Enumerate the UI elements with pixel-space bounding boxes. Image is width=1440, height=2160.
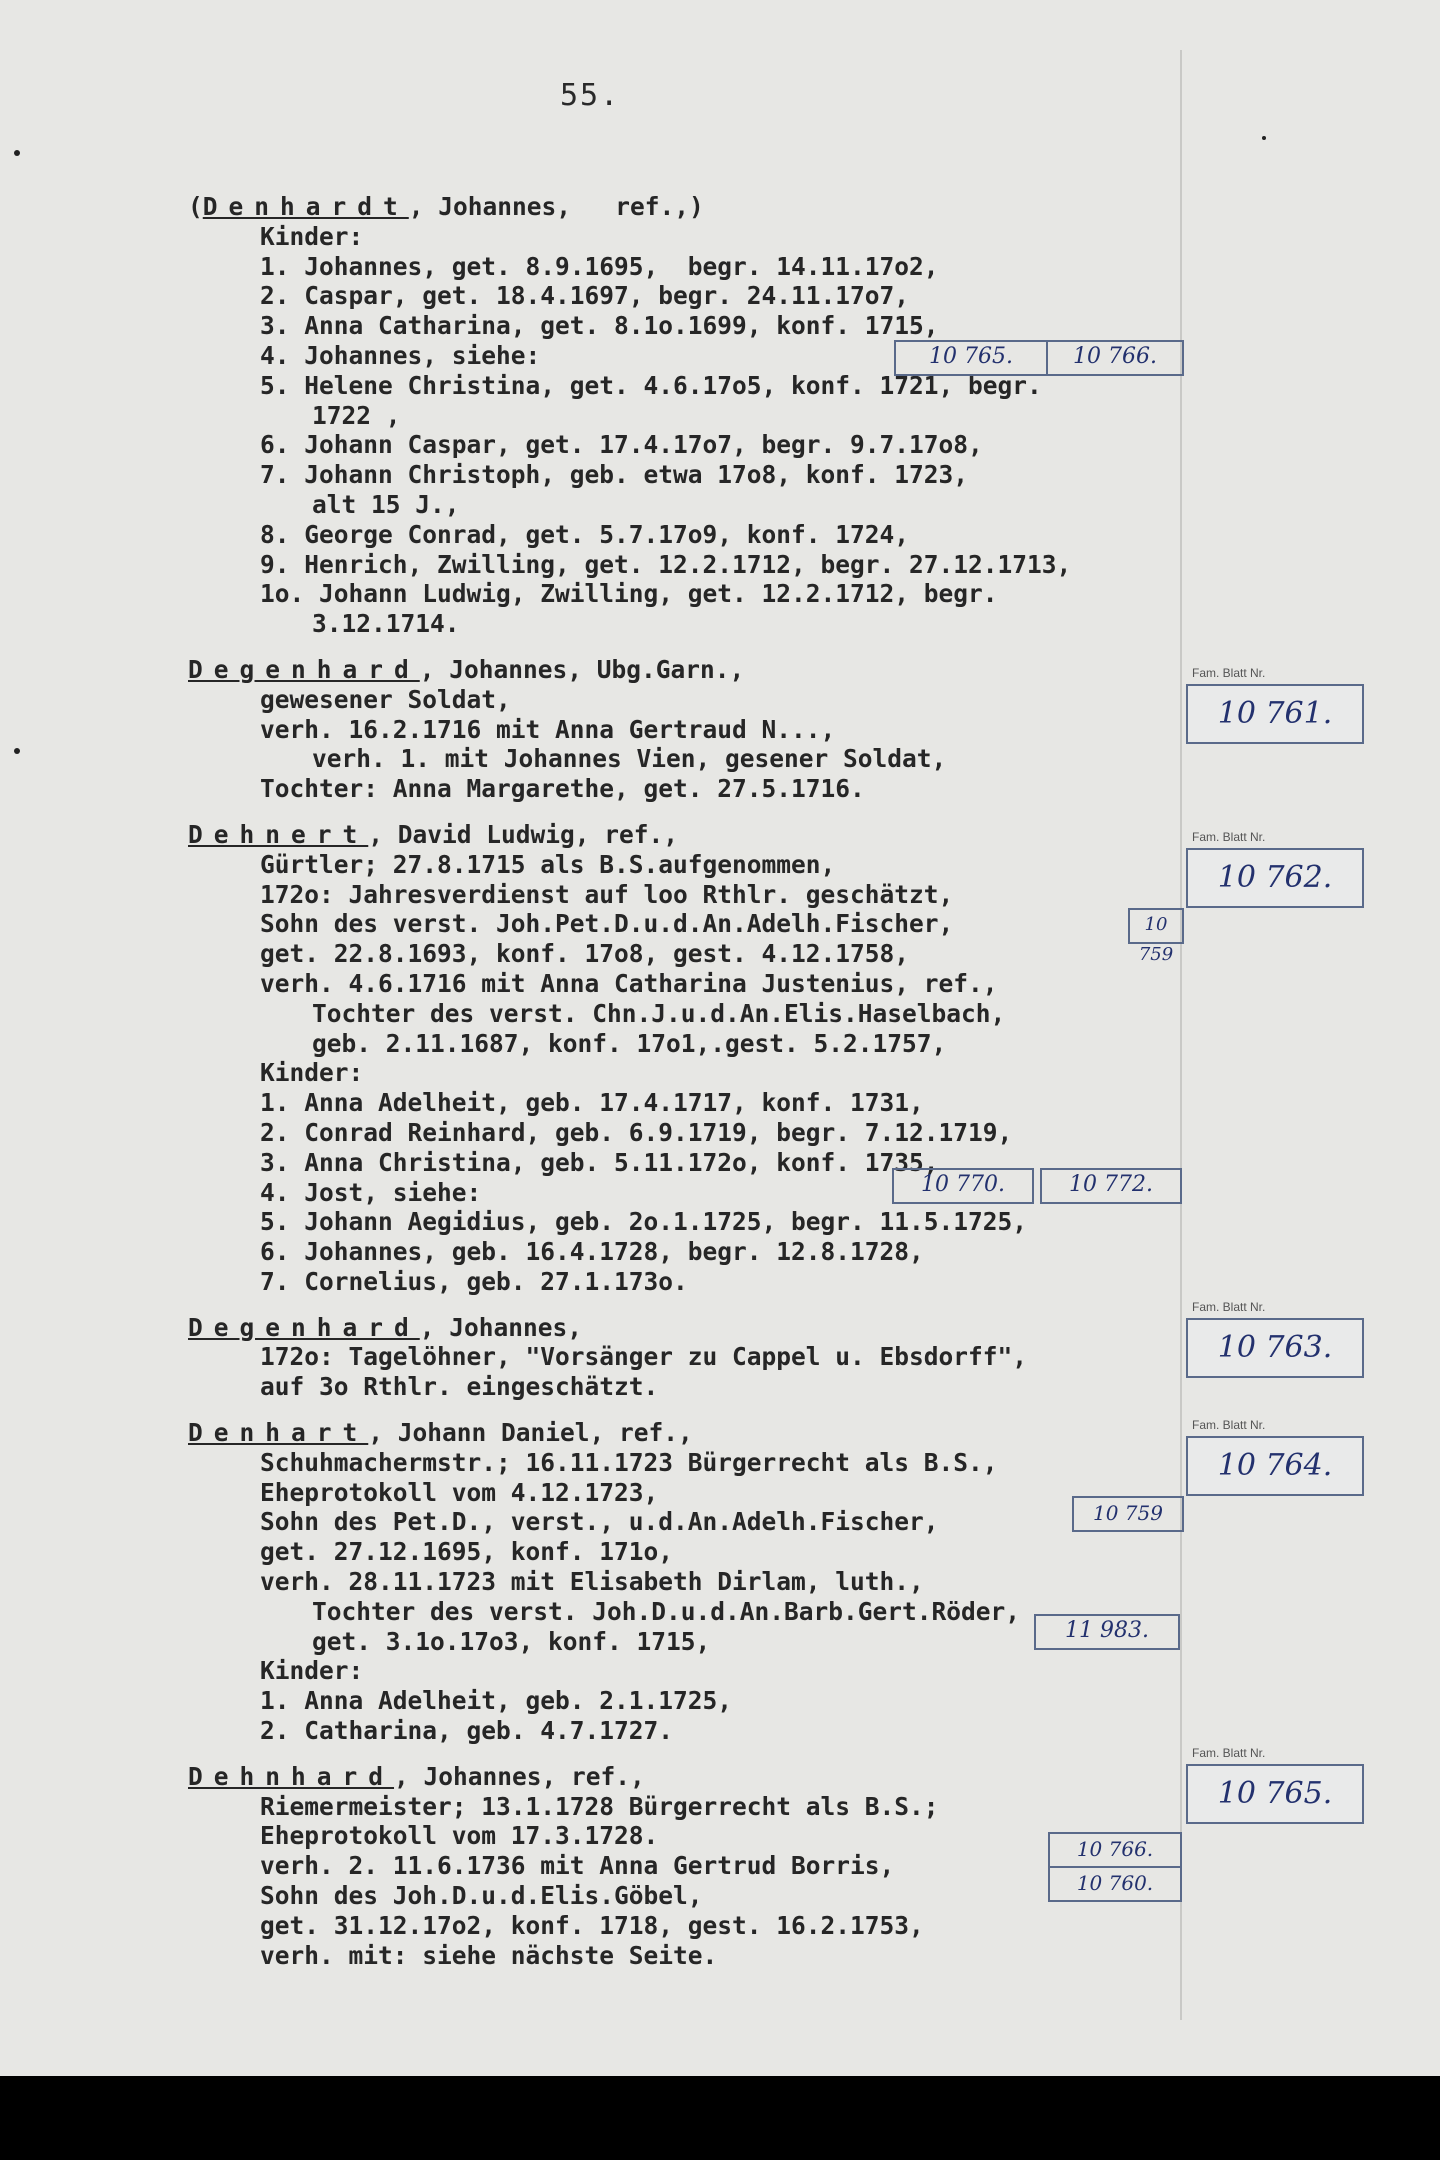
entry-line: Schuhmachermstr.; 16.11.1723 Bürgerrecht als B.S., <box>260 1447 998 1477</box>
entry-line: Sohn des Joh.D.u.d.Elis.Göbel, <box>260 1881 703 1911</box>
entry-heading: (Denhardt, Johannes, ref.,) <box>188 192 704 221</box>
inline-ref-box: 10 770. <box>892 1168 1034 1204</box>
entry-line: get. 27.12.1695, konf. 171o, <box>260 1537 674 1567</box>
register-entry <box>188 655 1218 804</box>
entry-line: 9. Henrich, Zwilling, get. 12.2.1712, begr. 27.12.1713, <box>260 549 1072 579</box>
entry-line: Sohn des Pet.D., verst., u.d.An.Adelh.Fischer, <box>260 1507 939 1537</box>
margin-speck <box>14 748 20 754</box>
register-entry <box>188 1418 1218 1746</box>
entry-line: Sohn des verst. Joh.Pet.D.u.d.An.Adelh.Fischer, <box>260 909 954 939</box>
entry-line: Riemermeister; 13.1.1728 Bürgerrecht als B.S.; <box>260 1791 939 1821</box>
surname: Dehnert <box>188 819 369 849</box>
entry-line: 2. Catharina, geb. 4.7.1727. <box>260 1716 674 1746</box>
entry-heading: Denhart, Johann Daniel, ref., <box>188 1418 693 1448</box>
inline-ref-box: 10 760. <box>1048 1866 1182 1902</box>
entry-heading: Dehnhard, Johannes, ref., <box>188 1761 645 1791</box>
entry-line: 1. Anna Adelheit, geb. 2.1.1725, <box>260 1686 733 1716</box>
inline-ref-box: 10 766. <box>1046 340 1184 376</box>
entry-line: gewesener Soldat, <box>260 684 511 714</box>
inline-ref-box: 10 766. <box>1048 1832 1182 1868</box>
entry-line: auf 3o Rthlr. eingeschätzt. <box>260 1372 659 1402</box>
entry-line: get. 3.1o.17o3, konf. 1715, <box>312 1626 711 1656</box>
entry-line: 3. Anna Christina, geb. 5.11.172o, konf. 1735, <box>260 1147 939 1177</box>
entry-line: 172o: Tagelöhner, "Vorsänger zu Cappel u. Ebsdorff", <box>260 1342 1028 1372</box>
entry-heading: Degenhard, Johannes, Ubg.Garn., <box>188 654 745 684</box>
entry-line: Tochter des verst. Joh.D.u.d.An.Barb.Gert.Röder, <box>312 1596 1021 1626</box>
entry-line: Kinder: <box>260 1656 364 1686</box>
register-entry <box>188 192 1218 639</box>
entries-list <box>188 192 1218 1986</box>
page-number: 55. <box>560 78 621 113</box>
inline-ref-box: 10 759 <box>1072 1496 1184 1532</box>
entry-line: 5. Helene Christina, get. 4.6.17o5, konf. 1721, begr. <box>260 370 1042 400</box>
entry-line: verh. mit: siehe nächste Seite. <box>260 1940 718 1970</box>
entry-line: 4. Johannes, siehe: <box>260 340 541 370</box>
register-entry <box>188 1313 1218 1402</box>
entry-line: Tochter: Anna Margarethe, get. 27.5.1716. <box>260 774 865 804</box>
entry-line: 5. Johann Aegidius, geb. 2o.1.1725, begr. 11.5.1725, <box>260 1207 1028 1237</box>
entry-line: verh. 4.6.1716 mit Anna Catharina Justenius, ref., <box>260 968 998 998</box>
register-entry <box>188 820 1218 1297</box>
surname: Degenhard <box>188 654 420 684</box>
margin-speck <box>14 150 20 156</box>
entry-line: Kinder: <box>260 221 364 251</box>
entry-line: verh. 16.2.1716 mit Anna Gertraud N..., <box>260 714 836 744</box>
fam-blatt-box: Fam. Blatt Nr. 10 764. <box>1186 1436 1364 1496</box>
fam-blatt-box: Fam. Blatt Nr. 10 765. <box>1186 1764 1364 1824</box>
surname: Degenhard <box>188 1312 420 1342</box>
surname: Dehnhard <box>188 1761 395 1791</box>
entry-line: 3. Anna Catharina, get. 8.1o.1699, konf. 1715, <box>260 311 939 341</box>
entry-line: 6. Johann Caspar, get. 17.4.17o7, begr. 9.7.17o8, <box>260 430 983 460</box>
margin-speck <box>1262 136 1266 140</box>
fam-blatt-box: Fam. Blatt Nr. 10 763. <box>1186 1318 1364 1378</box>
entry-line: 6. Johannes, geb. 16.4.1728, begr. 12.8.1728, <box>260 1237 924 1267</box>
entry-line: 8. George Conrad, get. 5.7.17o9, konf. 1724, <box>260 519 910 549</box>
inline-ref-box: 11 983. <box>1034 1614 1180 1650</box>
entry-line: 2. Conrad Reinhard, geb. 6.9.1719, begr. 7.12.1719, <box>260 1117 1013 1147</box>
entry-line: 2. Caspar, get. 18.4.1697, begr. 24.11.17o7, <box>260 281 910 311</box>
entry-line: 7. Cornelius, geb. 27.1.173o. <box>260 1266 688 1296</box>
entry-line: 1. Johannes, get. 8.9.1695, begr. 14.11.17o2, <box>260 251 939 281</box>
entry-line: 1. Anna Adelheit, geb. 17.4.1717, konf. 1731, <box>260 1088 924 1118</box>
entry-line: alt 15 J., <box>312 489 460 519</box>
entry-heading: Dehnert, David Ludwig, ref., <box>188 819 679 849</box>
inline-ref-box: 10 772. <box>1040 1168 1182 1204</box>
entry-line: 4. Jost, siehe: <box>260 1177 482 1207</box>
surname: Denhardt <box>202 192 409 221</box>
entry-line: geb. 2.11.1687, konf. 17o1,.gest. 5.2.1757, <box>312 1028 947 1058</box>
fam-blatt-box: Fam. Blatt Nr. 10 762. <box>1186 848 1364 908</box>
entry-line: Kinder: <box>260 1058 364 1088</box>
entry-heading: Degenhard, Johannes, <box>188 1312 583 1342</box>
surname: Denhart <box>188 1418 369 1448</box>
entry-line: Eheprotokoll vom 4.12.1723, <box>260 1477 659 1507</box>
entry-line: 1722 , <box>312 400 401 430</box>
entry-line: 3.12.1714. <box>312 609 460 639</box>
entry-line: get. 22.8.1693, konf. 17o8, gest. 4.12.1758, <box>260 939 910 969</box>
entry-line: 7. Johann Christoph, geb. etwa 17o8, konf. 1723, <box>260 460 969 490</box>
entry-line: get. 31.12.17o2, konf. 1718, gest. 16.2.1753, <box>260 1910 924 1940</box>
entry-line: Tochter des verst. Chn.J.u.d.An.Elis.Haselbach, <box>312 998 1006 1028</box>
fam-blatt-box: Fam. Blatt Nr. 10 761. <box>1186 684 1364 744</box>
entry-line: 1o. Johann Ludwig, Zwilling, get. 12.2.1712, begr. <box>260 579 998 609</box>
entry-line: Eheprotokoll vom 17.3.1728. <box>260 1821 659 1851</box>
entry-line: verh. 2. 11.6.1736 mit Anna Gertrud Borris, <box>260 1851 895 1881</box>
entry-line: verh. 28.11.1723 mit Elisabeth Dirlam, luth., <box>260 1567 924 1597</box>
inline-ref-box: 10 759 <box>1128 908 1184 944</box>
entry-line: verh. 1. mit Johannes Vien, gesener Soldat, <box>312 744 947 774</box>
entry-line: Gürtler; 27.8.1715 als B.S.aufgenommen, <box>260 849 836 879</box>
entry-line: 172o: Jahresverdienst auf loo Rthlr. geschätzt, <box>260 879 954 909</box>
inline-ref-box: 10 765. <box>894 340 1048 376</box>
